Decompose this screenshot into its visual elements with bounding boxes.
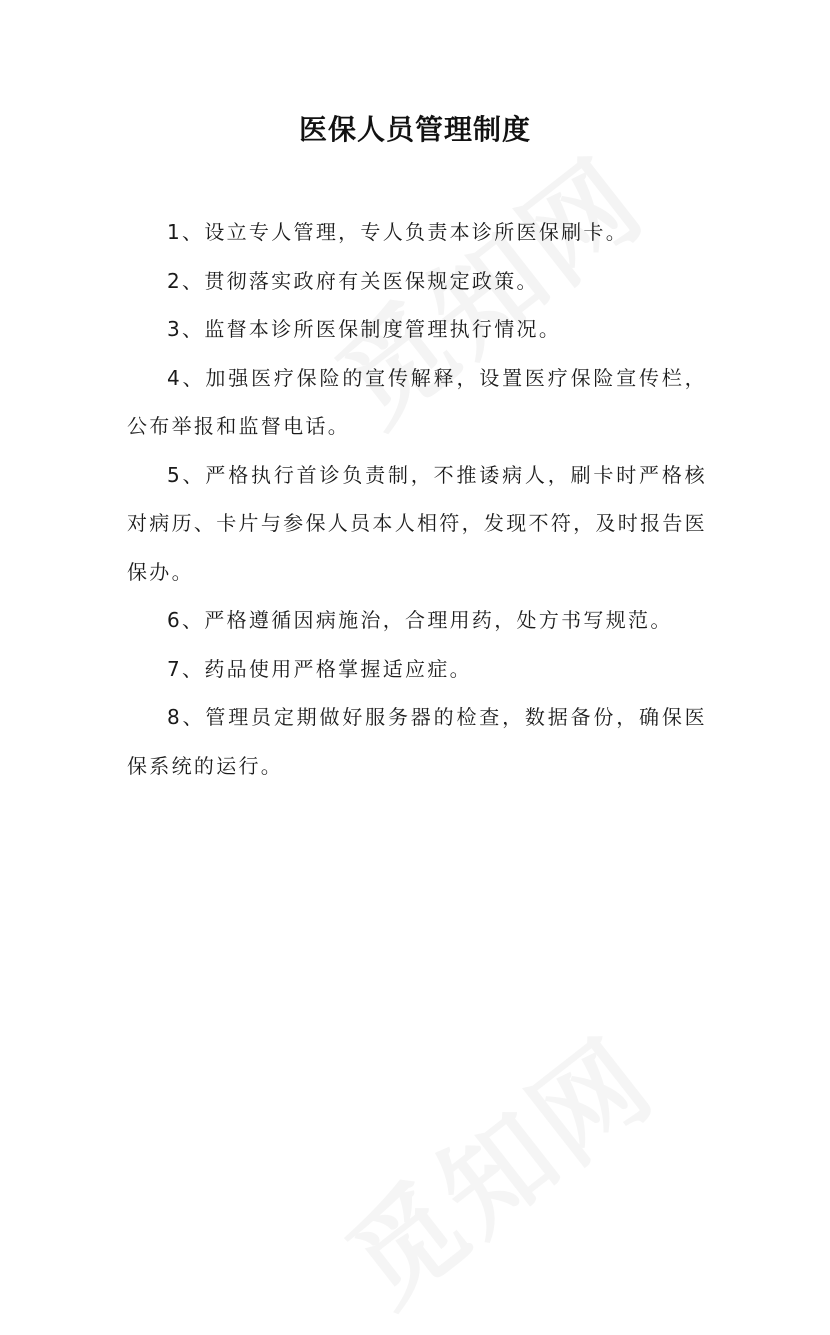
paragraph-3: 3、监督本诊所医保制度管理执行情况。: [167, 317, 562, 341]
paragraph-2: 2、贯彻落实政府有关医保规定政策。: [167, 268, 539, 293]
watermark-bottom: [310, 996, 682, 1335]
paragraph-5: 5、严格执行首诊负责制，不推诿病人，刷卡时严格核对病历、卡片与参保人员本人相符，发现不符，及时报告医保办。: [127, 462, 707, 584]
document-title: 医保人员管理制度: [298, 113, 531, 146]
paragraph-7: 7、药品使用严格掌握适应症。: [167, 656, 472, 681]
paragraph-6: 6、严格遵循因病施治，合理用药，处方书写规范。: [167, 608, 673, 632]
paragraph-1: 1、设立专人管理，专人负责本诊所医保刷卡。: [167, 220, 629, 244]
paragraph-4: 4、加强医疗保险的宣传解释，设置医疗保险宣传栏，公布举报和监督电话。: [127, 365, 707, 438]
document-body: [127, 208, 707, 790]
paragraph-8: 8、管理员定期做好服务器的检查，数据备份，确保医保系统的运行。: [127, 705, 707, 778]
